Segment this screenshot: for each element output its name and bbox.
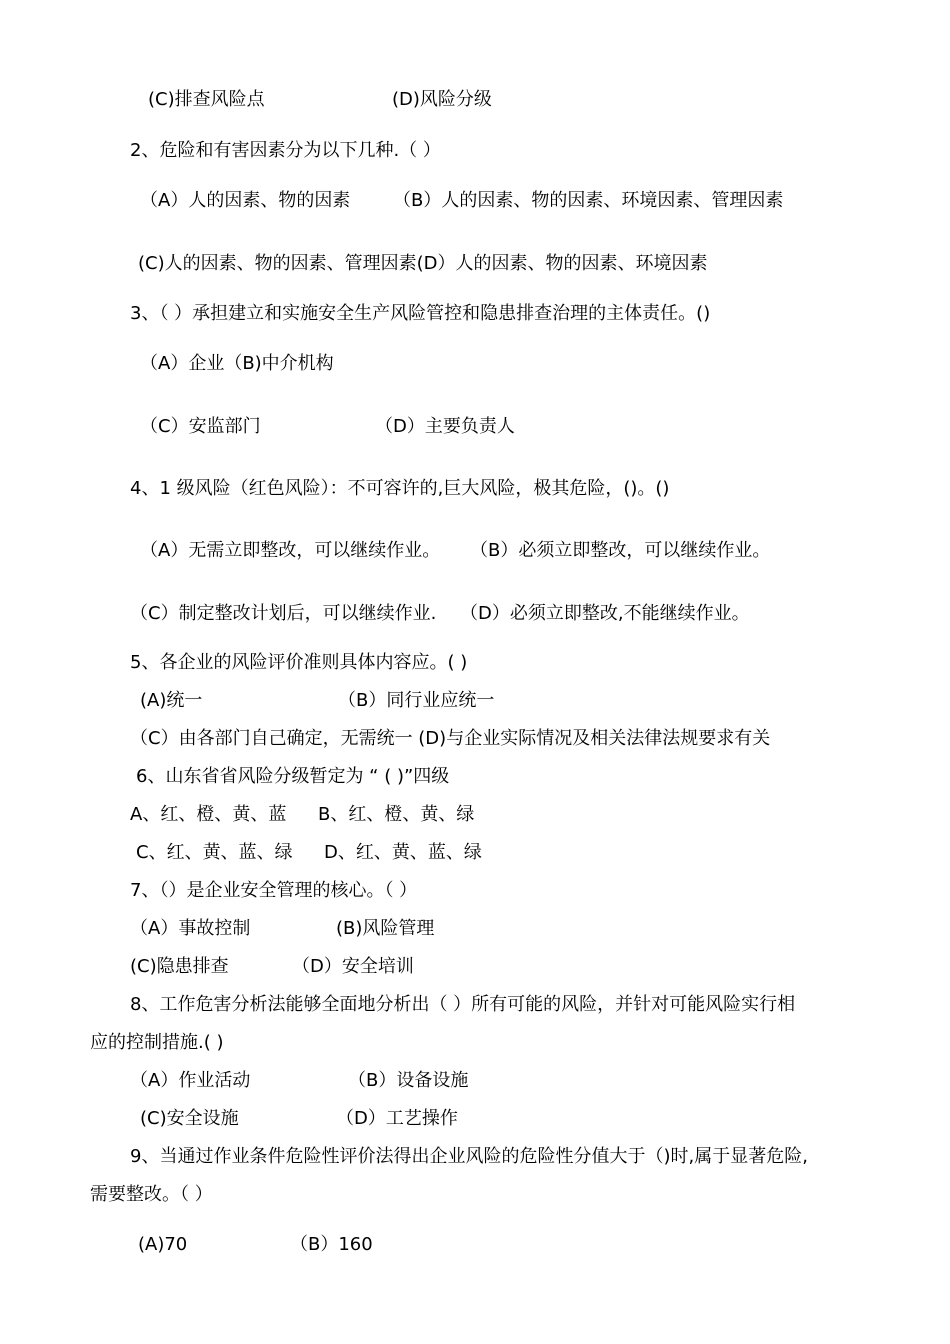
q3-option-c: （C）安监部门 [140, 416, 261, 437]
q6-option-b: B、红、橙、黄、绿 [318, 804, 475, 825]
q3-option-d: （D）主要负责人 [375, 416, 515, 437]
q2-option-a: （A）人的因素、物的因素 [140, 190, 351, 211]
q2-options-cd: (C)人的因素、物的因素、管理因素(D）人的因素、物的因素、环境因素 [138, 253, 708, 274]
q6-option-d: D、红、黄、蓝、绿 [324, 842, 482, 863]
q6-option-a: A、红、橙、黄、蓝 [130, 804, 287, 825]
q2-option-b: （B）人的因素、物的因素、环境因素、管理因素 [393, 190, 784, 211]
q1-option-d: (D)风险分级 [392, 89, 492, 110]
q8-option-d: （D）工艺操作 [336, 1108, 458, 1129]
q8-option-b: （B）设备设施 [348, 1070, 469, 1091]
q2-stem: 2、危险和有害因素分为以下几种.（ ） [130, 140, 441, 161]
q8-stem-line2: 应的控制措施.( ) [90, 1032, 224, 1053]
q5-stem: 5、各企业的风险评价准则具体内容应。( ) [130, 652, 468, 673]
q5-option-a: (A)统一 [140, 690, 203, 711]
q8-stem-line1: 8、工作危害分析法能够全面地分析出（ ）所有可能的风险，并针对可能风险实行相 [130, 994, 796, 1015]
q9-option-a: (A)70 [138, 1234, 188, 1255]
q6-stem: 6、山东省省风险分级暂定为 “ ( )”四级 [136, 766, 450, 787]
q9-option-b: （B）160 [290, 1234, 373, 1255]
q7-option-b: (B)风险管理 [336, 918, 435, 939]
q6-option-c: C、红、黄、蓝、绿 [136, 842, 293, 863]
q4-option-d: （D）必须立即整改,不能继续作业。 [460, 603, 750, 624]
q4-stem: 4、1 级风险（红色风险）：不可容许的,巨大风险，极其危险，()。() [130, 478, 670, 499]
q1-option-c: (C)排查风险点 [148, 89, 265, 110]
q4-option-c: （C）制定整改计划后，可以继续作业. [130, 603, 437, 624]
q7-option-d: （D）安全培训 [292, 956, 414, 977]
q3-options-ab: （A）企业（B)中介机构 [140, 353, 334, 374]
q7-stem: 7、（）是企业安全管理的核心。（ ） [130, 880, 418, 901]
q5-option-b: （B）同行业应统一 [338, 690, 495, 711]
q9-stem-line1: 9、当通过作业条件危险性评价法得出企业风险的危险性分值大于（)时,属于显著危险, [130, 1146, 808, 1167]
q4-option-a: （A）无需立即整改，可以继续作业。 [140, 540, 441, 561]
q9-stem-line2: 需要整改。（ ） [90, 1184, 213, 1205]
q5-options-cd: （C）由各部门自己确定，无需统一 (D)与企业实际情况及相关法律法规要求有关 [130, 728, 771, 749]
q4-option-b: （B）必须立即整改，可以继续作业。 [470, 540, 771, 561]
q7-option-c: (C)隐患排查 [130, 956, 229, 977]
q8-option-c: (C)安全设施 [140, 1108, 239, 1129]
q7-option-a: （A）事故控制 [130, 918, 251, 939]
q8-option-a: （A）作业活动 [130, 1070, 251, 1091]
q3-stem: 3、（ ）承担建立和实施安全生产风险管控和隐患排查治理的主体责任。() [130, 303, 711, 324]
